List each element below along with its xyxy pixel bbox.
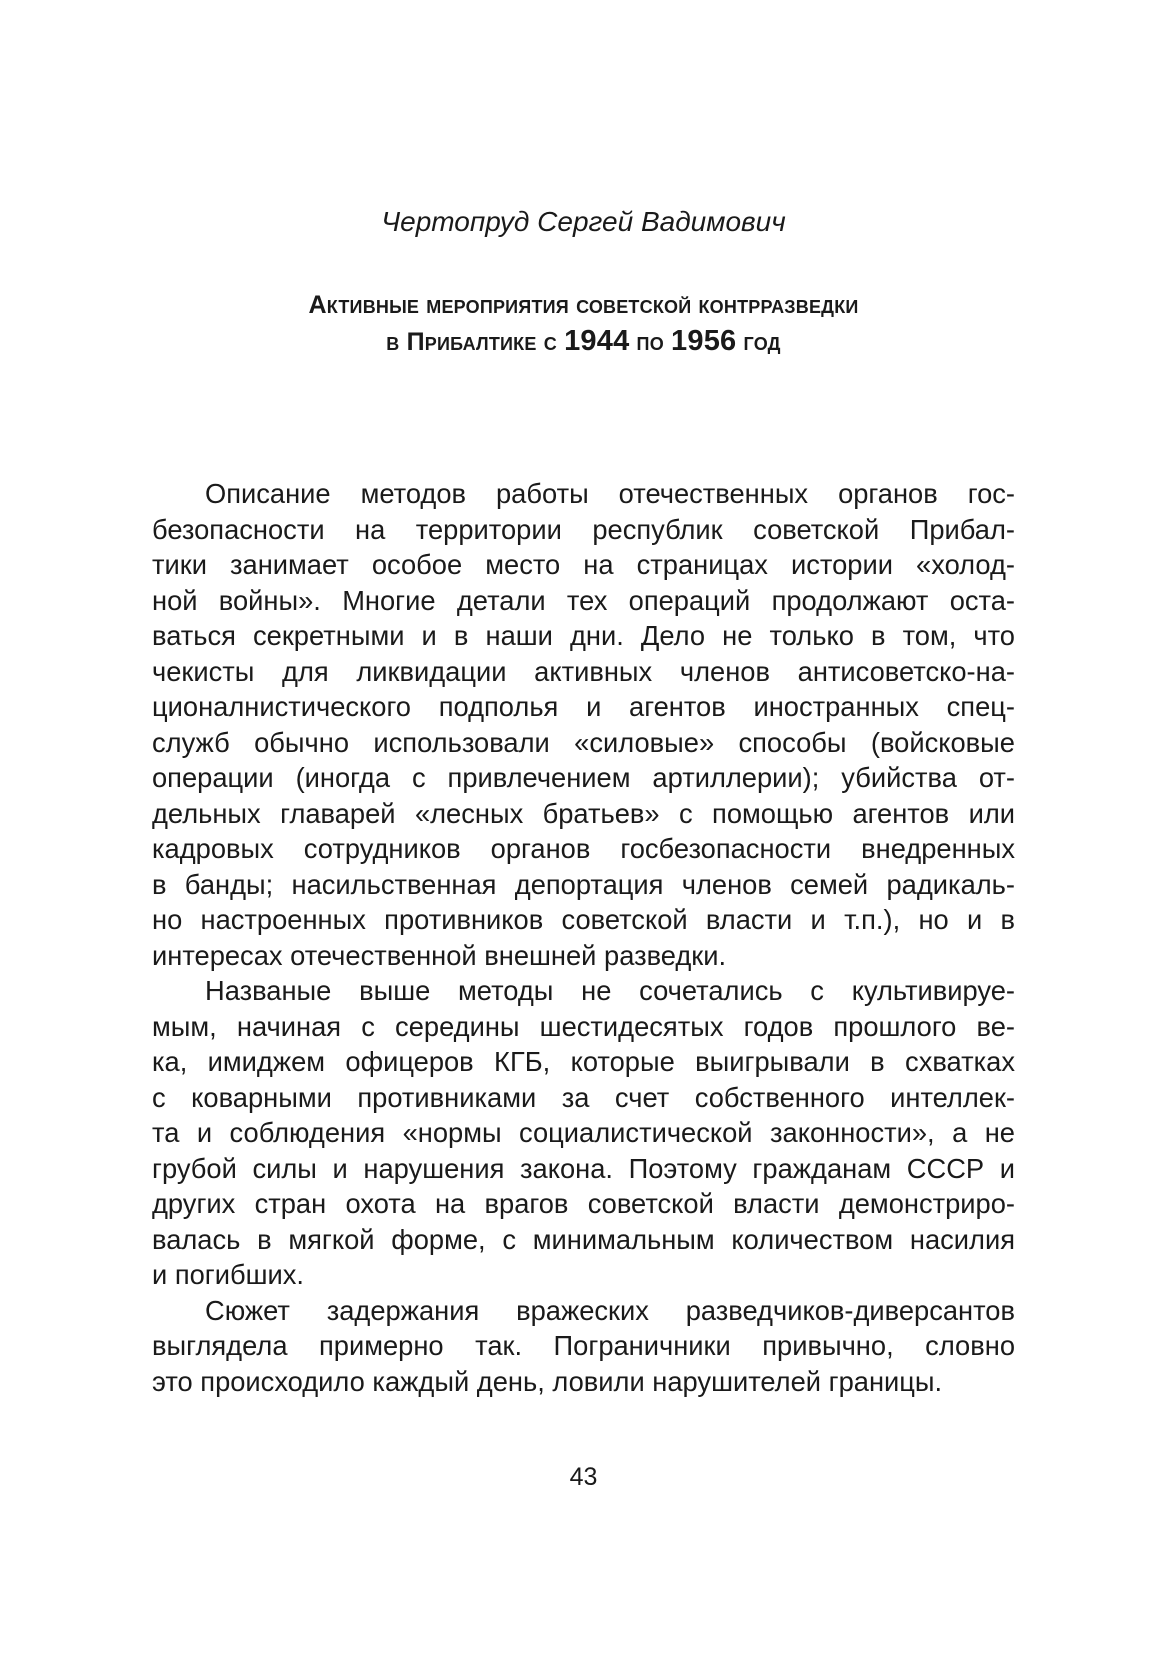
paragraph-line: Описание методов работы отечественных органов гос- — [205, 478, 1015, 509]
paragraph-line: но настроенных противников советской власти и т.п.), но и в — [152, 904, 1015, 935]
paragraph-line: интересах отечественной внешней разведки. — [152, 939, 727, 971]
paragraph-line: ной войны». Многие детали тех операций продолжают оста- — [152, 584, 1015, 616]
title-line-2-post: год — [736, 328, 781, 356]
paragraph — [152, 973, 1015, 1293]
paragraph-line: Сюжет задержания вражеских разведчиков-диверсантов — [205, 1294, 1015, 1326]
article-title — [150, 287, 1017, 360]
paragraph-line: в банды; насильственная депортация членов семей радикаль- — [152, 868, 1015, 900]
paragraph-line: дельных главарей «лесных братьев» с помощью агентов или — [152, 797, 1015, 829]
paragraph-line: тики занимает особое место на страницах истории «холод- — [152, 549, 1015, 580]
paragraph — [152, 1293, 1015, 1400]
paragraph-line: операции (иногда с привлечением артиллерии); убийства от- — [152, 762, 1015, 793]
paragraph-line: Названые выше методы не сочетались с культивируе- — [205, 975, 1015, 1006]
paragraph-line: ка, имиджем офицеров КГБ, которые выигрывали в схватках — [152, 1046, 1015, 1077]
title-year-end: 1956 — [671, 325, 737, 357]
paragraph-line: с коварными противниками за счет собственного интеллек- — [152, 1081, 1015, 1113]
title-year-start: 1944 — [564, 325, 630, 357]
paragraph — [152, 476, 1015, 973]
title-line-1: Активные мероприятия советской контрразведки — [308, 291, 859, 319]
paragraph-line: служб обычно использовали «силовые» способы (войсковые — [152, 726, 1015, 758]
paragraph-line: кадровых сотрудников органов госбезопасности внедренных — [152, 833, 1015, 864]
paragraph-line: та и соблюдения «нормы социалистической законности», а не — [152, 1117, 1015, 1148]
paragraph-line: это происходило каждый день, ловили нарушителей границы. — [152, 1365, 943, 1397]
paragraph-line: мым, начиная с середины шестидесятых годов прошлого ве- — [152, 1010, 1015, 1042]
paragraph-line: и погибших. — [152, 1259, 305, 1290]
paragraph-line: ционалнистического подполья и агентов иностранных спец- — [152, 691, 1015, 722]
title-line-2 — [150, 323, 1017, 360]
title-line-2-mid: по — [629, 328, 672, 356]
paragraph-line: валась в мягкой форме, с минимальным количеством насилия — [152, 1223, 1015, 1255]
paragraph-line: чекисты для ликвидации активных членов антисоветско-на- — [152, 655, 1015, 687]
paragraph-line: других стран охота на врагов советской власти демонстриро- — [152, 1188, 1015, 1219]
paragraph-line: выглядела примерно так. Пограничники привычно, словно — [152, 1330, 1015, 1361]
paragraph-line: грубой силы и нарушения закона. Поэтому гражданам СССР и — [152, 1152, 1015, 1184]
article-body — [152, 476, 1015, 1399]
paragraph-line: ваться секретными и в наши дни. Дело не только в том, что — [152, 620, 1015, 651]
page-number: 43 — [569, 1463, 598, 1491]
title-line-2-pre: в Прибалтике с — [386, 328, 565, 356]
paragraph-line: безопасности на территории республик советской Прибал- — [152, 513, 1015, 545]
author-name: Чертопруд Сергей Вадимович — [381, 206, 786, 237]
